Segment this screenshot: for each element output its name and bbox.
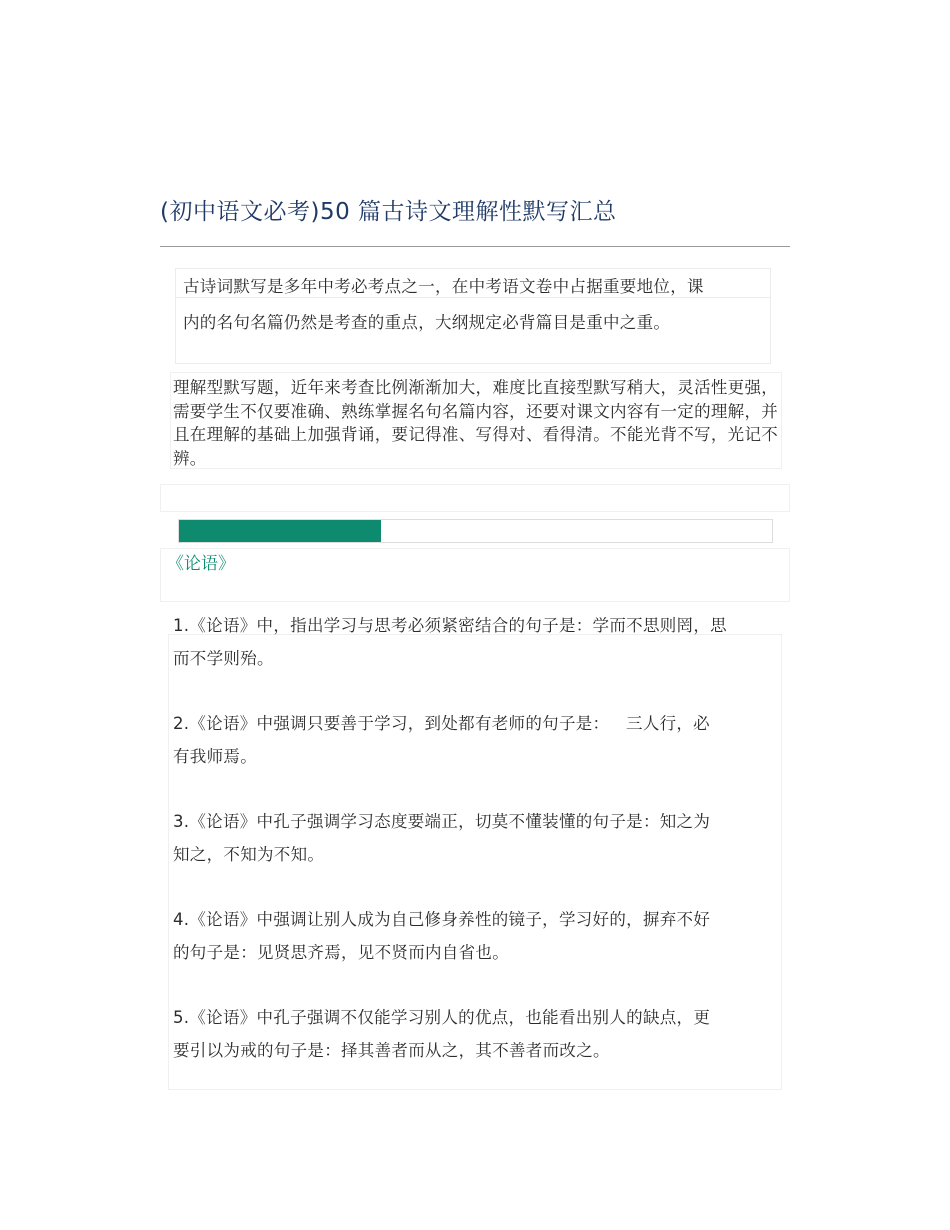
title-rule: [160, 246, 790, 247]
paragraph-2: 理解型默写题，近年来考查比例渐渐加大，难度比直接型默写稍大，灵活性更强，需要学生不仅要准确、熟练掌握名句名篇内容，还要对课文内容有一定的理解，并且在理解的基础上加强背诵，要记得准、写得对、看得清。不能光背不写，光记不辨。: [173, 378, 778, 468]
question-2-line-1: 2.《论语》中强调只要善于学习，到处都有老师的句子是： 三人行，必: [173, 714, 710, 733]
intro-line-2: 内的名句名篇仍然是考查的重点，大纲规定必背篇目是重中之重。: [183, 313, 671, 332]
question-4-line-1: 4.《论语》中强调让别人成为自己修身养性的镜子，学习好的，摒弃不好: [173, 910, 711, 929]
progress-bar: [178, 519, 773, 543]
question-5-line-1: 5.《论语》中孔子强调不仅能学习别人的优点，也能看出别人的缺点，更: [173, 1008, 711, 1027]
intro-line-1: 古诗词默写是多年中考必考点之一，在中考语文卷中占据重要地位，课: [183, 277, 704, 296]
intro-divider: [176, 297, 770, 298]
question-5-line-2: 要引以为戒的句子是：择其善者而从之，其不善者而改之。: [173, 1041, 610, 1060]
question-3-line-1: 3.《论语》中孔子强调学习态度要端正，切莫不懂装懂的句子是：知之为: [173, 812, 711, 831]
section-title: 《论语》: [167, 554, 235, 574]
band-2: [160, 548, 790, 602]
progress-fill: [179, 520, 381, 542]
question-2-line-2: 有我师焉。: [173, 747, 257, 766]
question-3-line-2: 知之，不知为不知。: [173, 845, 325, 864]
band-1: [160, 484, 790, 512]
question-4-line-2: 的句子是：见贤思齐焉，见不贤而内自省也。: [173, 943, 509, 962]
question-1-line-1: 1.《论语》中，指出学习与思考必须紧密结合的句子是：学而不思则罔，思: [173, 616, 727, 635]
question-1-line-2: 而不学则殆。: [173, 649, 274, 668]
document-title: (初中语文必考)50 篇古诗文理解性默写汇总: [160, 199, 617, 225]
